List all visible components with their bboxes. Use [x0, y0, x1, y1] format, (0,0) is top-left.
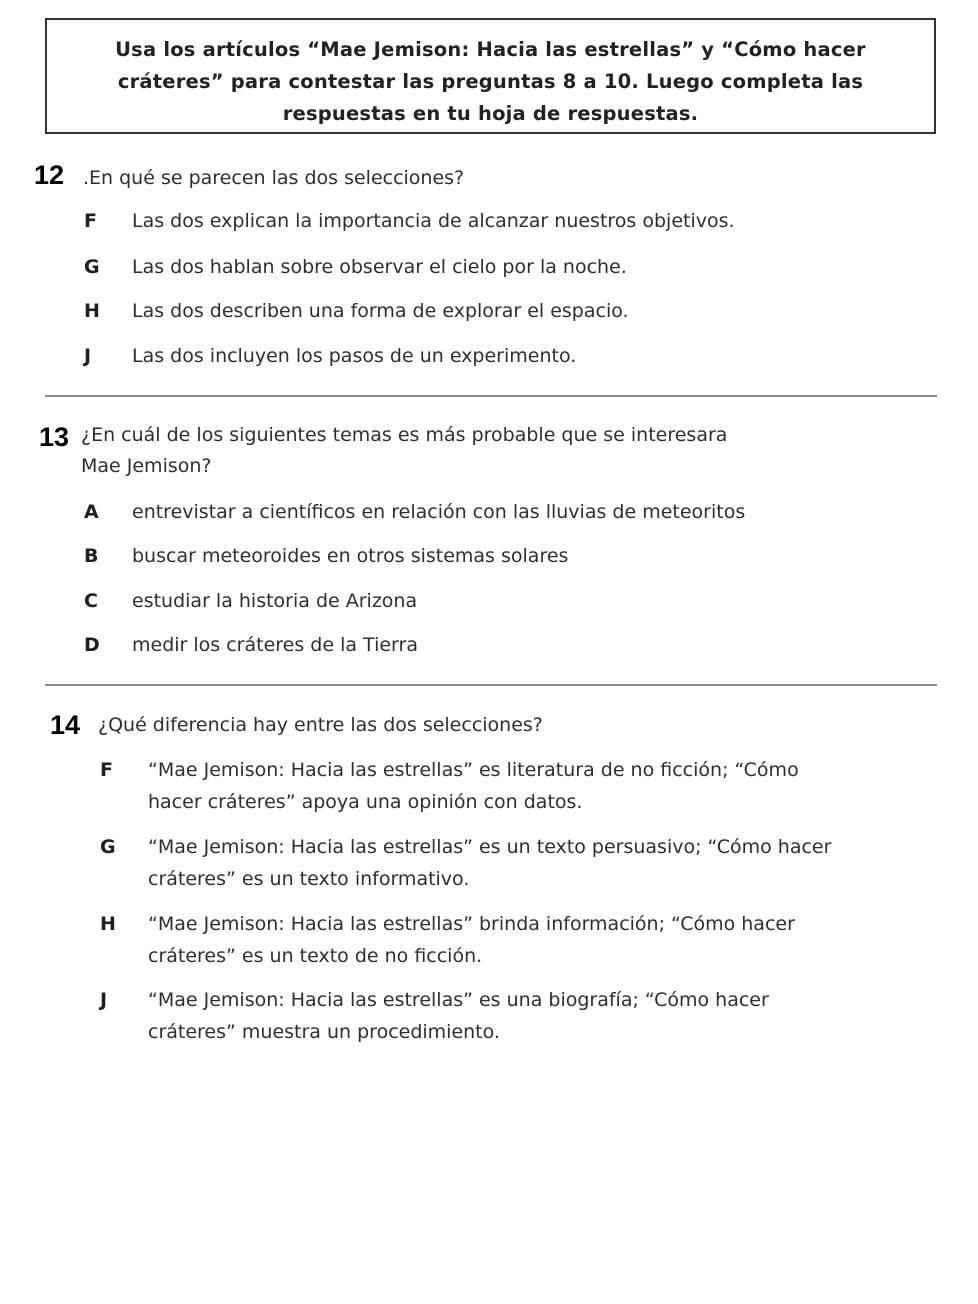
option-letter: G — [100, 836, 116, 858]
question-number: 13 — [39, 422, 70, 452]
question-stem: ¿Qué diferencia hay entre las dos selecciones? — [98, 714, 543, 736]
option-text: Las dos incluyen los pasos de un experimento. — [132, 345, 577, 367]
question-number: 12 — [34, 160, 65, 190]
option-letter: C — [84, 590, 98, 612]
option-letter: H — [84, 300, 100, 322]
section-divider — [45, 684, 937, 686]
option-letter: J — [84, 345, 92, 367]
option-letter: F — [100, 759, 113, 781]
option-text: entrevistar a científicos en relación con las lluvias de meteoritos — [132, 501, 746, 523]
option-text-line-2: cráteres” es un texto de no ficción. — [148, 945, 483, 967]
option-letter: F — [84, 210, 97, 232]
option-text-line-1: “Mae Jemison: Hacia las estrellas” brinda información; “Cómo hacer — [148, 913, 795, 935]
question-number: 14 — [50, 710, 81, 740]
question-stem-line-2: Mae Jemison? — [81, 455, 212, 477]
section-divider — [45, 395, 937, 397]
option-text-line-1: “Mae Jemison: Hacia las estrellas” es una biografía; “Cómo hacer — [148, 989, 769, 1011]
option-letter: H — [100, 913, 116, 935]
option-text: Las dos hablan sobre observar el cielo por la noche. — [132, 256, 627, 278]
option-letter: D — [84, 634, 100, 656]
option-text-line-2: hacer cráteres” apoya una opinión con datos. — [148, 791, 583, 813]
question-stem-line-1: ¿En cuál de los siguientes temas es más probable que se interesara — [81, 424, 728, 446]
instructions-box — [45, 18, 936, 134]
question-stem: .En qué se parecen las dos selecciones? — [83, 167, 465, 189]
option-text: Las dos describen una forma de explorar el espacio. — [132, 300, 629, 322]
instructions-line-1: Usa los artículos “Mae Jemison: Hacia las estrellas” y “Cómo hacer — [115, 38, 866, 61]
option-text-line-2: cráteres” muestra un procedimiento. — [148, 1021, 500, 1043]
instructions-line-2: cráteres” para contestar las preguntas 8 a 10. Luego completa las — [117, 70, 864, 93]
option-text-line-2: cráteres” es un texto informativo. — [148, 868, 470, 890]
option-text: buscar meteoroides en otros sistemas solares — [132, 545, 569, 567]
option-letter: B — [84, 545, 99, 567]
instructions-line-3: respuestas en tu hoja de respuestas. — [282, 102, 699, 125]
option-text-line-1: “Mae Jemison: Hacia las estrellas” es literatura de no ficción; “Cómo — [148, 759, 799, 781]
option-text: medir los cráteres de la Tierra — [132, 634, 418, 656]
option-text: estudiar la historia de Arizona — [132, 590, 418, 612]
option-text-line-1: “Mae Jemison: Hacia las estrellas” es un texto persuasivo; “Cómo hacer — [148, 836, 832, 858]
option-letter: J — [100, 989, 108, 1011]
option-letter: A — [84, 501, 99, 523]
option-text: Las dos explican la importancia de alcanzar nuestros objetivos. — [132, 210, 735, 232]
option-letter: G — [84, 256, 100, 278]
